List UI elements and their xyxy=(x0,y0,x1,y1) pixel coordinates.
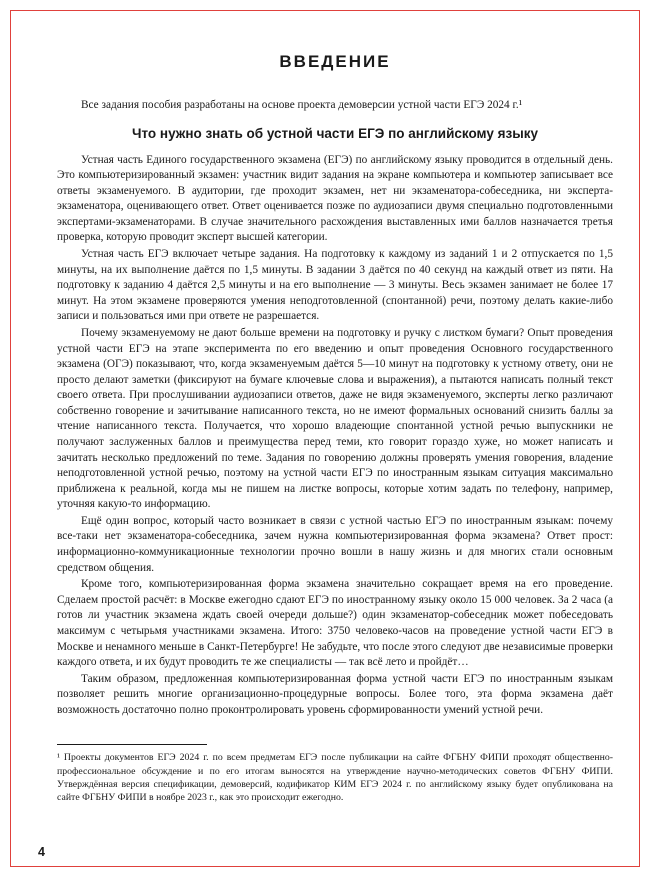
body-paragraph: Кроме того, компьютеризированная форма экзамена значительно сокращает время на его проведение. Сделаем простой расчёт: в Москве ежегодно сдают ЕГЭ по иностранному языку около 15 000 человек. За 2 часа (а готов ли участник экзамена ждать своей очереди дольше?) один экзаменатор-собеседник может побеседовать максимум с четырьмя участниками экзамена. Итого: 3750 человеко-часов на проведение устной части ЕГЭ в Москве и ненамного меньше в Санкт-Петербурге! Не забудьте, что после этого следуют две независимые проверки каждого ответа, и их будут проводить те же специалисты — так всё лето и пройдёт… xyxy=(57,578,613,669)
page-title: ВВЕДЕНИЕ xyxy=(279,52,391,71)
footnote-separator xyxy=(57,744,207,745)
page-number: 4 xyxy=(38,845,45,859)
section-subtitle: Что нужно знать об устной части ЕГЭ по английскому языку xyxy=(132,125,538,141)
page-content xyxy=(57,52,613,804)
body-paragraph: Таким образом, предложенная компьютеризированная форма устной части ЕГЭ по иностранным языкам позволяет решить многие организационно-процедурные вопросы. Более того, эта форма экзамена даёт возможность достаточно полно проконтролировать уровень сформированности умений устной речи. xyxy=(57,672,613,716)
body-paragraph: Почему экзаменуемому не дают больше времени на подготовку и ручку с листком бумаги? Опыт проведения устной части ЕГЭ на этапе эксперимента по его введению и опыт проведения Основного государственного экзамена (ОГЭ) показывают, что, когда экзаменуемым даётся 5—10 минут на подготовку к устному ответу, они не просто делают заметки (фиксируют на бумаге ключевые слова и выражения), а пытаются написать полный текст своего ответа. При прослушивании аудиозаписи ответов, даже не видя экзаменуемого, эксперты легко различают собственно говорение и зачитывание написанного текста, но не имеют формальных оснований снизить баллы за чтение написанного текста. Получается, что хорошо владеющие спонтанной устной речью выпускники не получают заслуженных баллов и преимущества перед теми, кто говорит гораздо хуже, но может написать и зачитать несколько предложений по теме. Задания по говорению должны проверять умения говорения, владение неподготовленной устной речью, поэтому на устной части ЕГЭ по иностранным языкам ситуация максимально приближена к реальной, когда мы не пишем на листке вопросы, которые хотим задать по телефону, например, уточняя какую-то информацию. xyxy=(57,326,613,511)
intro-paragraph: Все задания пособия разработаны на основе проекта демоверсии устной части ЕГЭ 2024 г.¹ xyxy=(81,99,523,111)
footnote-text: ¹ Проекты документов ЕГЭ 2024 г. по всем предметам ЕГЭ после публикации на сайте ФГБНУ ФИПИ проходят общественно-профессиональное обсуждение и по его итогам выносятся на утверждение научно-методических советов ФГБНУ ФИПИ. Утверждённая версия спецификации, демоверсий, кодификатор КИМ ЕГЭ 2024 г. по английскому языку будет опубликована на сайте ФГБНУ ФИПИ в ноябре 2023 г., как это происходит ежегодно. xyxy=(57,752,613,804)
body-paragraph: Устная часть ЕГЭ включает четыре задания. На подготовку к каждому из заданий 1 и 2 отпускается по 1,5 минуты, на их выполнение даётся по 1,5 минуты. В задании 3 даётся по 40 секунд на каждый ответ из пяти. На подготовку к заданию 4 даётся 2,5 минуты и на его выполнение — 3 минуты. Весь экзамен занимает не более 17 минут. На этом экзамене проверяются умения неподготовленной (спонтанной) речи, поэтому делать какие-либо записи и пользоваться ими при ответе не разрешается. xyxy=(57,248,613,323)
body-paragraph: Устная часть Единого государственного экзамена (ЕГЭ) по английскому языку проводится в отдельный день. Это компьютеризированный экзамен: участник видит задания на экране компьютера и компьютер записывает все ответы экзаменуемого. В аудитории, где проходит экзамен, нет ни экзаменатора-собеседника, ни эксперта-экзаменатора, оценивающего ответ. Ответ оценивается позже по аудиозаписи двумя специально подготовленными экспертами-экзаменаторами. В случае значительного расхождения выставленных ими баллов назначается третья проверка, которую проводит эксперт высшей категории. xyxy=(57,153,613,244)
body-paragraph: Ещё один вопрос, который часто возникает в связи с устной частью ЕГЭ по иностранным языкам: почему все-таки нет экзаменатора-собеседника, зачем нужна компьютеризированная форма экзамена? Ответ прост: информационно-коммуникационные технологии прочно вошли в нашу жизнь и для многих стали основным средством общения. xyxy=(57,514,613,574)
